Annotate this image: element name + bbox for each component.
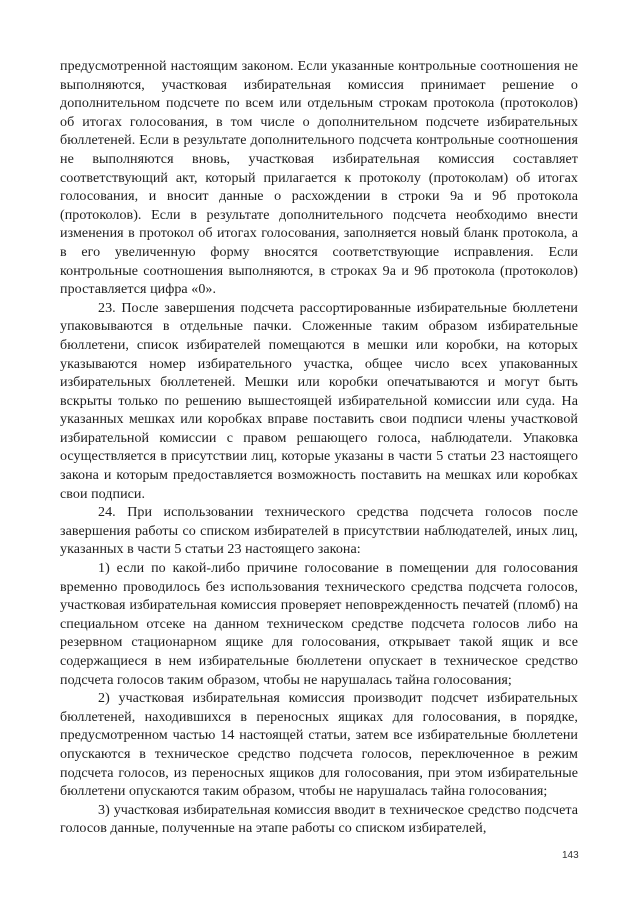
paragraph-item-24: 24. При использовании технического средства подсчета голосов после завершения работы со списком избирателей в присутствии наблюдателей, иных лиц, указанных в части 5 статьи 23 настоящего закона: <box>60 504 578 558</box>
subitem-2: 2) участковая избирательная комиссия производит подсчет избирательных бюллетеней, находившихся в переносных ящиках для голосования, в порядке, предусмотренном частью 14 настоящей статьи, затем все избирательные бюллетени опускаются в техническое средство подсчета голосов, переключенное в режим подсчета голосов, из переносных ящиков для голосования, при этом избирательные бюллетени опускаются таким образом, чтобы не нарушалась тайна голосования; <box>60 690 578 800</box>
subitem-1: 1) если по какой-либо причине голосование в помещении для голосования временно проводилось без использования технического средства подсчета голосов, участковая избирательная комиссия проверяет неповрежденность печатей (пломб) на специальном отсеке на данном техническом средстве подсчета голосов либо на резервном стационарном ящике для голосования, открывает такой ящик и все содержащиеся в нем избирательные бюллетени опускает в техническое средство подсчета голосов таким образом, чтобы не нарушалась тайна голосования; <box>60 560 578 688</box>
paragraph-continuation: предусмотренной настоящим законом. Если указанные контрольные соотношения не выполняются, участковая избирательная комиссия принимает решение о дополнительном подсчете по всем или отдельным строкам протокола (протоколов) об итогах голосования, в том числе о дополнительном подсчете избирательных бюллетеней. Если в результате дополнительного подсчета контрольные соотношения не выполняются вновь, участковая избирательная комиссия составляет соответствующий акт, который прилагается к протоколу (протоколам) об итогах голосования, и вносит данные о расхождении в строки 9а и 9б протокола (протоколов). Если в результате дополнительного подсчета необходимо внести изменения в протокол об итогах голосования, заполняется новый бланк протокола, а в его увеличенную форму вносятся соответствующие исправления. Если контрольные соотношения выполняются, в строках 9а и 9б протокола (протоколов) проставляется цифра «0». <box>60 58 578 298</box>
subitem-3: 3) участковая избирательная комиссия вводит в техническое средство подсчета голосов данные, полученные на этапе работы со списком избирателей, <box>60 801 578 837</box>
paragraph-item-23: 23. После завершения подсчета рассортированные избирательные бюллетени упаковываются в отдельные пачки. Сложенные таким образом избирательные бюллетени, список избирателей помещаются в мешки или коробки, на которых указываются номер избирательного участка, общее число всех упакованных избирательных бюллетеней. Мешки или коробки опечатываются и могут быть вскрыты только по решению вышестоящей избирательной комиссии или суда. На указанных мешках или коробках вправе поставить свои подписи члены участковой избирательной комиссии с правом решающего голоса, наблюдатели. Упаковка осуществляется в присутствии лиц, которые указаны в части 5 статьи 23 настоящего закона и которым предоставляется возможность поставить на мешках или коробках свои подписи. <box>60 299 578 502</box>
body-text <box>60 57 578 838</box>
page-number: 143 <box>562 850 579 861</box>
